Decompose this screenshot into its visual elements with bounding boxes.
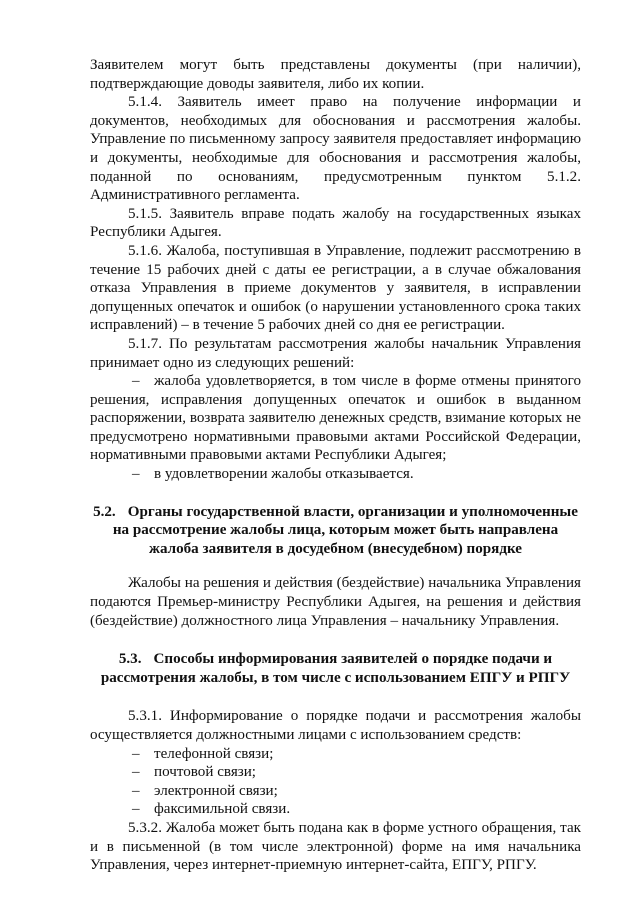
decision-item-refused-text: в удовлетворении жалобы отказывается.: [154, 466, 414, 483]
paragraph-5-3-2: 5.3.2. Жалоба может быть подана как в форме устного обращения, так и в письменной (в том числе электронной) форме на имя начальника Управления, через интернет-приемную интернет-сайта, ЕПГУ, РПГУ.: [90, 819, 581, 874]
means-item-post-text: почтовой связи;: [154, 764, 256, 781]
means-item-fax-text: факсимильной связи.: [154, 801, 291, 818]
section-title-5-2: Органы государственной власти, организации и уполномоченные на рассмотрение жалобы лица, которым может быть направлена жалоба заявителя в досудебном (внесудебном) порядке: [112, 503, 578, 557]
list-dash: –: [132, 801, 140, 818]
means-item-fax: [90, 800, 581, 819]
list-dash: –: [132, 782, 140, 799]
paragraph-5-1-7: 5.1.7. По результатам рассмотрения жалобы начальник Управления принимает одно из следующих решений:: [90, 335, 581, 371]
means-item-phone-text: телефонной связи;: [154, 745, 274, 762]
paragraph-5-1-6: 5.1.6. Жалоба, поступившая в Управление, подлежит рассмотрению в течение 15 рабочих дней с даты ее регистрации, а в случае обжалования отказа Управления в приеме документов у заявителя, в исправлении допущенных опечаток и ошибок (о нарушении установленного срока таких исправлений) – в течение 5 рабочих дней со дня ее регистрации.: [90, 242, 581, 334]
paragraph-5-3-1: 5.3.1. Информирование о порядке подачи и рассмотрения жалобы осуществляется должностными лицами с использованием средств:: [90, 708, 581, 743]
decision-item-refused: [90, 465, 581, 484]
means-item-post: [90, 763, 581, 782]
section-number-5-3: 5.3.: [118, 651, 142, 668]
list-dash: –: [132, 745, 140, 762]
decision-item-satisfied: [90, 372, 581, 465]
means-item-electronic-text: электронной связи;: [154, 782, 278, 799]
paragraph-5-1-5: 5.1.5. Заявитель вправе подать жалобу на государственных языках Республики Адыгея.: [90, 205, 581, 241]
means-item-electronic: [90, 782, 581, 801]
means-item-phone: [90, 745, 581, 764]
list-dash: –: [132, 373, 140, 390]
section-heading-5-3: [90, 650, 581, 687]
list-dash: –: [132, 466, 140, 483]
section-heading-5-2: [90, 503, 581, 559]
paragraph-5-2-complaints: Жалобы на решения и действия (бездействие) начальника Управления подаются Премьер-министру Республики Адыгея, на решения и действия (бездействие) должностного лица Управления – начальнику Управления.: [90, 575, 581, 629]
document-page: [90, 56, 581, 875]
section-number-5-2: 5.2.: [93, 503, 116, 520]
list-dash: –: [132, 764, 140, 781]
decision-item-satisfied-text: жалоба удовлетворяется, в том числе в форме отмены принятого решения, исправления допущенных опечаток и ошибок в выданном распоряжении, возврата заявителю денежных средств, взимание которых не предусмотрено нормативными правовыми актами Российской Федерации, нормативными правовыми актами Республики Адыгея;: [90, 373, 581, 464]
paragraph-documents-copies: Заявителем могут быть представлены документы (при наличии), подтверждающие доводы заявителя, либо их копии.: [90, 57, 581, 92]
section-title-5-3: Способы информирования заявителей о порядке подачи и рассмотрения жалобы, в том числе с использованием ЕПГУ и РПГУ: [100, 651, 571, 686]
paragraph-5-1-4: 5.1.4. Заявитель имеет право на получение информации и документов, необходимых для обоснования и рассмотрения жалобы. Управление по письменному запросу заявителя предоставляет информацию и документы, необходимые для обоснования и рассмотрения жалобы, поданной по основаниям, предусмотренным пунктом 5.1.2. Административного регламента.: [90, 94, 581, 204]
